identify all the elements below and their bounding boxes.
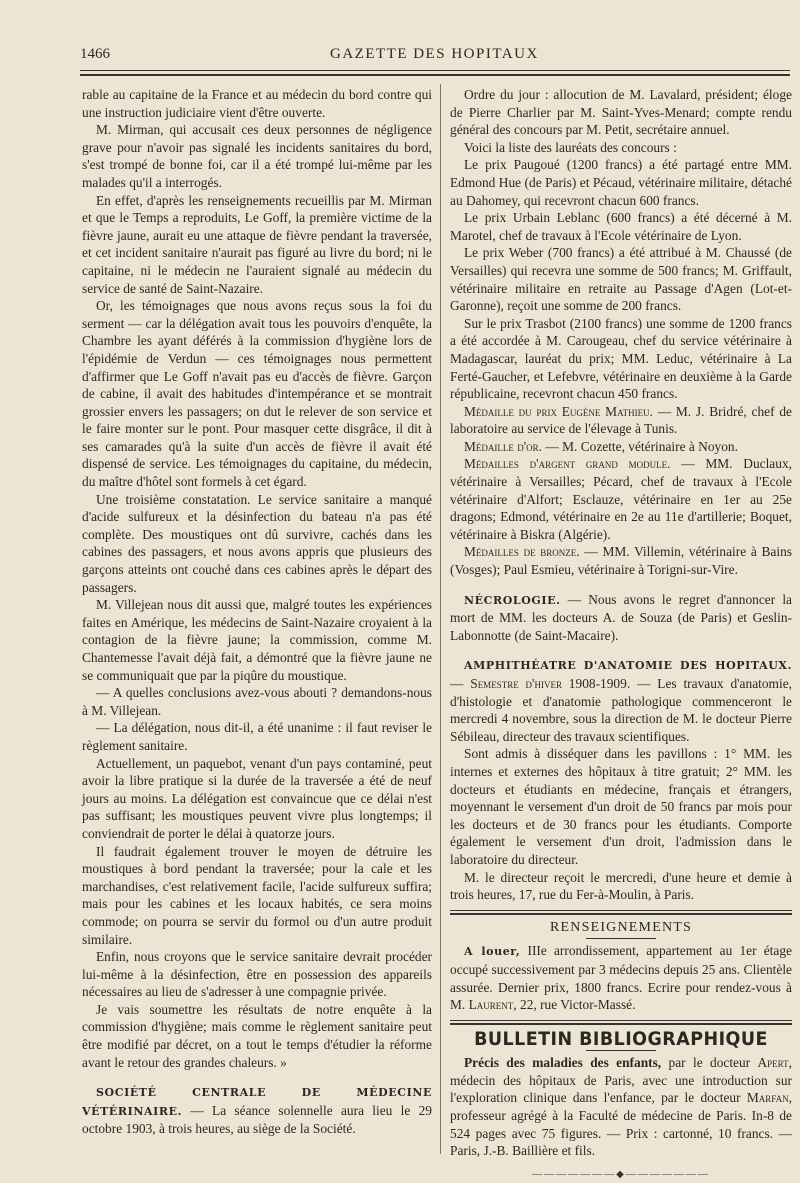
header-rule-thick [80, 74, 790, 76]
ad-text-end: , 22, rue Victor-Massé. [513, 997, 636, 1013]
paragraph: Il faudrait également trouver le moyen de détruire les moustiques à bord pendant la traversée; pour la cale et les marchandises, c'est relativement facile, l'acide sulfureux suffira; mais pour les cabines et les locaux habités, ce sera moins commode; on pourra se servir du formol ou d'un autre produit similaire. [82, 843, 432, 947]
ad-text: IIIe arrondissement, appartement au 1er étage occupé successivement par 3 médecins depuis 25 ans. Clientèle assurée. Dernier prix, 1800 francs. Ecrire pour rendez-vous à M. [450, 943, 792, 1013]
medal-text: — M. Cozette, vétérinaire à Noyon. [542, 438, 738, 454]
section-heading: AMPHITHÉATRE D'ANATOMIE DES HOPITAUX. [464, 659, 792, 673]
medal-entry [450, 543, 792, 578]
paragraph: M. Villejean nous dit aussi que, malgré toutes les expériences faites en Amérique, les médecins de Saint-Nazaire croyaient à la contagion de la fièvre jaune; la commission, comme M. Chantemesse l'avait déjà fait, a démontré que la fièvre jaune ne se communiquait que par la piqûre du moustique. [82, 597, 432, 683]
paragraph: Sont admis à disséquer dans les pavillons : 1° MM. les internes et externes des hôpitaux à titre gratuit; 2° MM. les docteurs et étudiants en médecine, français et étrangers, moyennant le versement d'un droit de 50 francs par mois pour les docteurs et de 30 francs pour les étudiants. Comporte également le versement d'un droit, l'admission dans le laboratoire du directeur. [450, 746, 792, 867]
paragraph: Le prix Paugoué (1200 francs) a été partagé entre MM. Edmond Hue (de Paris) et Pécaud, vétérinaire militaire, détaché au Dahomey, qui recevront chacun 600 francs. [450, 157, 792, 208]
notice-text: — Les travaux d'anatomie, d'histologie et d'anatomie pathologique commenceront le mercredi 4 novembre, sous la direction de M. le docteur Pierre Sébileau, directeur des travaux scientifiques. [450, 676, 792, 744]
society-notice [82, 1083, 432, 1138]
paragraph: — La délégation, nous dit-il, a été unanime : il faut reviser le règlement sanitaire. [82, 720, 432, 753]
entry-text: par le docteur [661, 1055, 758, 1071]
page-header [80, 46, 790, 66]
author-name: Apert [757, 1055, 789, 1071]
entry-text: , médecin des hôpitaux de Paris, avec une introduction sur l'exploration clinique dans l'enfance, par le docteur [450, 1055, 792, 1106]
medal-text: — MM. Duclaux, vétérinaire à Versailles; Pécard, chef de travaux à l'Ecole vétérinaire d'Alfort; Esclauze, vétérinaire en 1er au 25e dragons; Edmond, vétérinaire en 2e au 11e d'artillerie; Boquet, vétérinaire à Biskra (Algérie). [450, 456, 792, 542]
amphitheatre-notice [450, 656, 792, 745]
medal-entry [450, 403, 792, 438]
entry-text: , professeur agrégé à la Faculté de médecine de Paris. In-8 de 524 pages avec 75 figures. — Prix : cartonné, 10 francs. — Paris, J.-B. Baillière et fils. [450, 1090, 792, 1159]
running-title: GAZETTE DES HOPITAUX [330, 46, 539, 62]
section-heading: NÉCROLOGIE. [464, 593, 561, 607]
ornament-divider: ———————◆——————— [532, 1168, 710, 1180]
bibliography-entry [450, 1054, 792, 1160]
paragraph: Sur le prix Trasbot (2100 francs) une somme de 1200 francs a été accordée à M. Carougeau, chef du service vétérinaire à Madagascar, lauréat du prix; MM. Leduc, vétérinaire à La Ferté-Gaucher, et Lefebvre, vétérinaire en deuxième à la Garde républicaine, recevront chacun 450 francs. [450, 315, 792, 402]
medal-heading: Médaille du prix Eugène Mathieu. [464, 403, 653, 419]
right-column [450, 86, 792, 1183]
paragraph: M. le directeur reçoit le mercredi, d'une heure et demie à trois heures, 17, rue du Fer-à-Moulin, à Paris. [450, 869, 792, 903]
paragraph: Ordre du jour : allocution de M. Lavalard, président; éloge de Pierre Charlier par M. Saint-Yves-Menard; compte rendu général des concours par M. Petit, secrétaire annuel. [450, 87, 792, 138]
author-name: Marfan [746, 1090, 789, 1106]
medal-entry [450, 455, 792, 543]
column-divider [440, 84, 441, 1154]
section-rule-thick [450, 913, 792, 915]
medal-heading: Médailles d'argent grand module. [464, 456, 671, 472]
paragraph: M. Mirman, qui accusait ces deux personnes de négligence grave pour n'avoir pas signalé les incidents sanitaires du bord, s'est trompé de bonne foi, car il a été trompé lui-même par les malades qu'il a interrogés. [82, 122, 432, 190]
paragraph: Le prix Weber (700 francs) a été attribué à M. Chaussé (de Versailles) qui recevra une somme de 500 francs; M. Griffault, vétérinaire militaire en retraite au Passage d'Agen (Lot-et-Garonne), reçoit une somme de 200 francs. [450, 245, 792, 314]
renseignements-heading: RENSEIGNEMENTS [549, 919, 693, 935]
notice-subheading: — Semestre d'hiver 1908-1909. [450, 676, 631, 691]
medal-heading: Médaille d'or. [464, 438, 543, 454]
short-rule [586, 938, 656, 939]
page-number: 1466 [80, 46, 110, 62]
paragraph: Le prix Urbain Leblanc (600 francs) a été décerné à M. Marotel, chef de travaux à l'Ecole vétérinaire de Lyon. [450, 210, 792, 243]
short-rule [586, 1050, 656, 1051]
section-rule [450, 910, 792, 911]
paragraph: Actuellement, un paquebot, venant d'un pays contaminé, peut avoir la libre pratique si la durée de la traversée a été de neuf jours au moins. La délégation est convaincue que ce délai n'est pas suffisant; les moustiques peuvent vivre plus longtemps; il conviendrait de porter le délai à quatorze jours. [82, 755, 432, 841]
notice-text: — Nous avons le regret d'annoncer la mort de MM. les docteurs A. de Souza (de Paris) et Geslin-Labonnotte (de Saint-Macaire). [450, 591, 792, 643]
ad-heading: A louer, [464, 945, 521, 959]
paragraph: Or, les témoignages que nous avons reçus sous la foi du serment — car la délégation avait tous les pouvoirs d'enquête, la Chambre les ayant déférés à la commission d'hygiène lors de l'épidémie de Verdun — ces témoignages nous permettent d'affirmer que Le Goff n'avait pas eu d'accès de fièvre. Garçon de cabine, il avait des habitudes d'intempérance et se montrait grossier envers les passagers; on dut le relever de son service et le faire monter sur le pont. Pour masquer cette disgrâce, il dit à ses camarades qu'à la suite d'un accès de fièvre il avait été dispensé de service. Les témoignages du capitaine, du médecin, du maître d'hôtel sont formels à cet égard. [82, 298, 432, 490]
necrology-notice [450, 591, 792, 645]
paragraph: En effet, d'après les renseignements recueillis par M. Mirman et que le Temps a reproduits, Le Goff, la première victime de la fièvre jaune, aurait eu une attaque de fièvre pendant la traversée, et cet incident sanitaire n'aurait pas figuré au livre du bord; ni le capitaine, ni le médecin ne l'auraient signalé au médecin du service de santé de Saint-Nazaire. [82, 192, 432, 296]
left-column [82, 86, 432, 1138]
section-rule-thick [450, 1023, 792, 1025]
paragraph: rable au capitaine de la France et au médecin du bord contre qui une instruction judiciaire vient d'être ouverte. [82, 87, 432, 120]
paragraph: — A quelles conclusions avez-vous abouti ? demandons-nous à M. Villejean. [82, 685, 432, 718]
book-title: Précis des maladies des enfants, [464, 1055, 662, 1071]
header-rule [80, 70, 790, 71]
paragraph: Une troisième constatation. Le service sanitaire a manqué d'acide sulfureux et la désinfection du bateau n'a pas été complète. Des moustiques ont dû survivre, cachés dans les cabines des passagers, et nous avons appris que plusieurs des garçons atteints ont couché dans ces cabines après le départ des passagers. [82, 491, 432, 595]
section-rule [450, 1020, 792, 1021]
paragraph: Je vais soumettre les résultats de notre enquête à la commission d'hygiène; mais comme le règlement sanitaire peut être modifié par décret, on a tout le temps d'étudier la réforme avant le retour des grandes chaleurs. » [82, 1001, 432, 1070]
section-heading: SOCIÉTÉ CENTRALE DE MÉDECINE VÉTÉRINAIRE. [82, 1086, 432, 1118]
bulletin-heading: BULLETIN BIBLIOGRAPHIQUE [474, 1027, 768, 1050]
medal-entry [450, 438, 792, 456]
paragraph: Enfin, nous croyons que le service sanitaire devrait procéder lui-même à la désinfection, être en possession des appareils nécessaires au lieu de s'adresser à une compagnie privée. [82, 949, 432, 1000]
paragraph: Voici la liste des lauréats des concours : [464, 139, 677, 155]
medal-heading: Médailles de bronze. [464, 544, 580, 560]
ad-contact-name: Laurent [468, 997, 514, 1013]
classified-ad [450, 942, 792, 1013]
notice-text: — La séance solennelle aura lieu le 29 octobre 1903, à trois heures, au siège de la Société. [82, 1102, 432, 1137]
medal-text: — MM. Villemin, vétérinaire à Bains (Vosges); Paul Esmieu, vétérinaire à Torigni-sur-Vire. [450, 544, 792, 578]
medal-text: — M. J. Bridré, chef de laboratoire au service de l'élevage à Tunis. [450, 403, 792, 437]
